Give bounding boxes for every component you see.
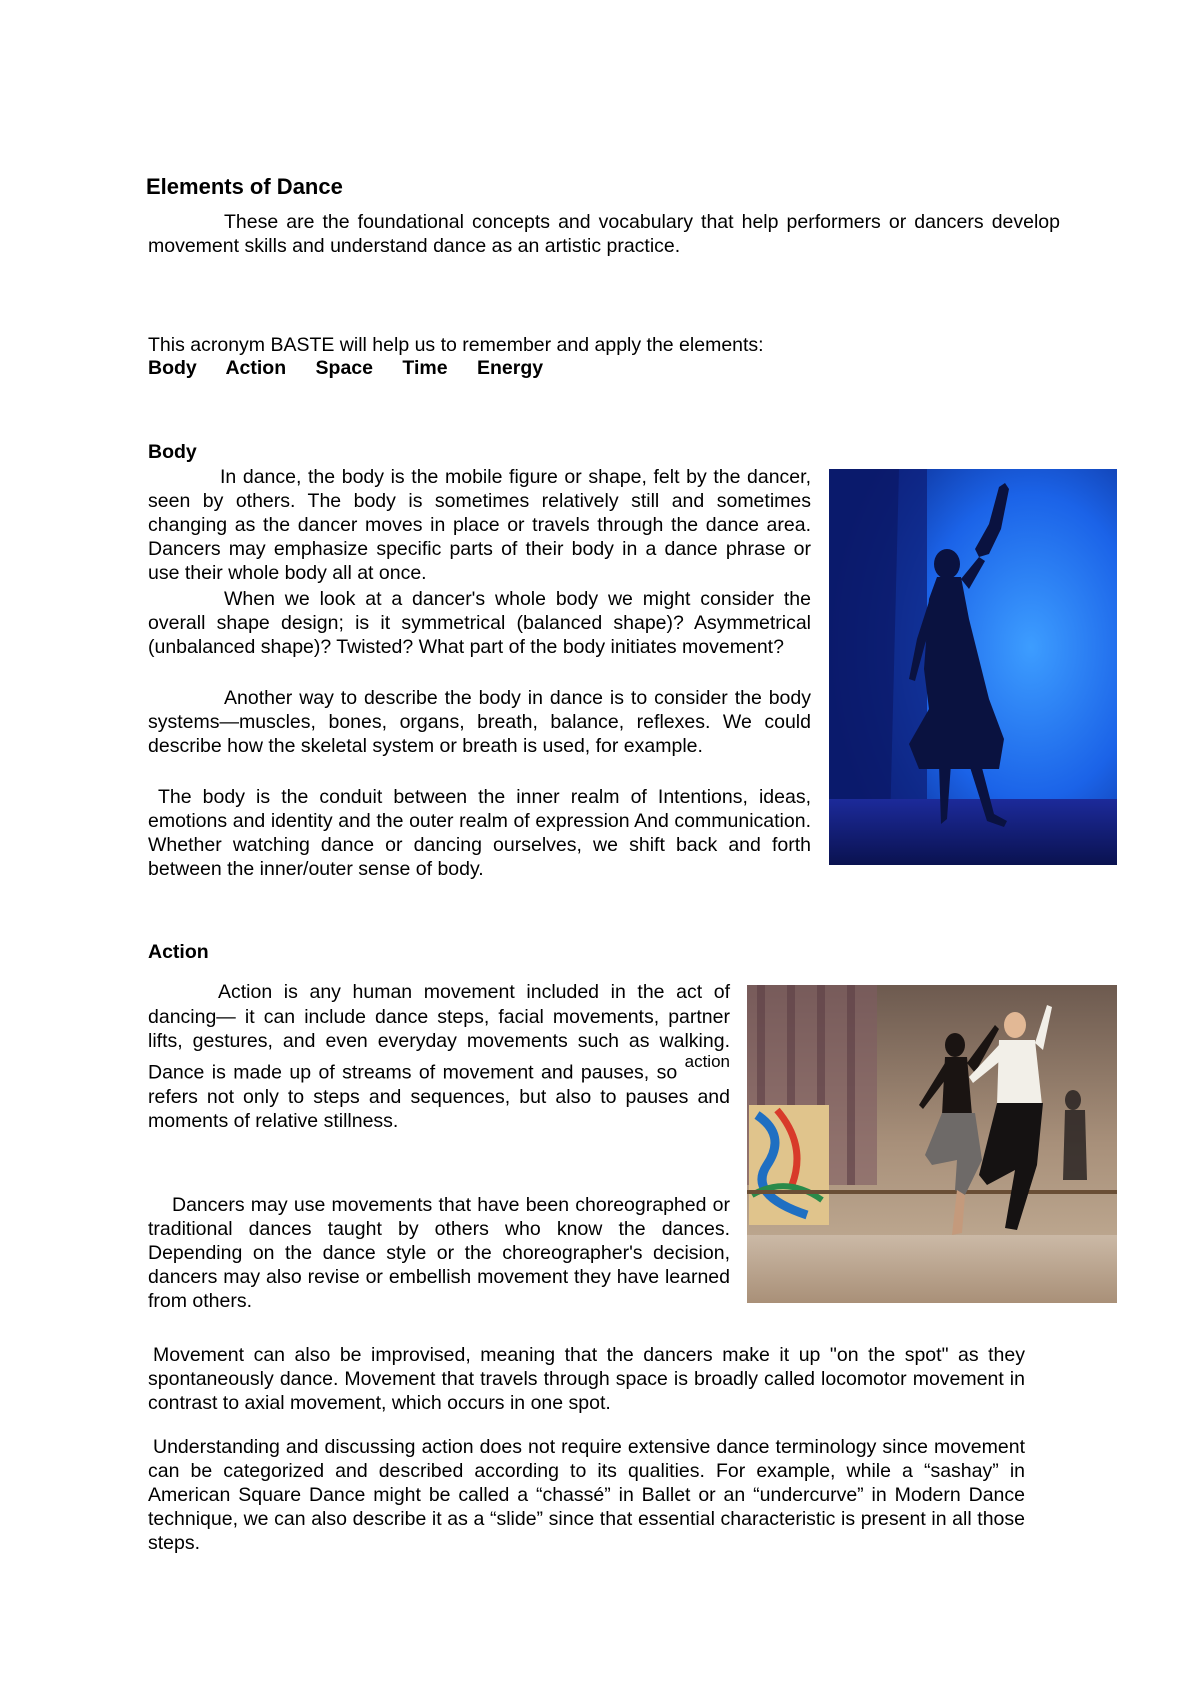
action-paragraph-1-tail: refers not only to steps and sequences, but also to pauses and moments of relative stillness.	[148, 1085, 730, 1132]
blue-stage-dancer-photo	[829, 469, 1117, 865]
acronym-words	[148, 357, 567, 380]
body-paragraph-2: When we look at a dancer's whole body we might consider the overall shape design; is it symmetrical (balanced shape)? Asymmetrical (unbalanced shape)? Twisted? What part of the body initiates movement?	[148, 588, 811, 658]
studio-leap-image	[747, 985, 1117, 1303]
studio-dancers-photo	[747, 985, 1117, 1303]
acronym-word-body: Body	[148, 357, 197, 379]
acronym-word-time: Time	[402, 357, 448, 379]
acronym-word-energy: Energy	[477, 357, 544, 379]
action-superscript: action	[684, 1051, 730, 1071]
body-paragraph-4: The body is the conduit between the inner realm of Intentions, ideas, emotions and identity and the outer realm of expression And communication. Whether watching dance or dancing ourselves, we shift back and forth between the inner/outer sense of body.	[148, 786, 811, 880]
acronym-line: This acronym BASTE will help us to remember and apply the elements:	[148, 334, 764, 356]
acronym-word-action: Action	[225, 357, 287, 379]
action-paragraph-2: Dancers may use movements that have been choreographed or traditional dances taught by others who know the dances. Depending on the dance style or the choreographer's decision, dancers may also revise or embellish movement they have learned from others.	[148, 1194, 730, 1312]
action-paragraph-1	[148, 980, 730, 1134]
acronym-word-space: Space	[315, 357, 373, 379]
dancer-silhouette-image	[829, 469, 1117, 865]
action-heading: Action	[148, 941, 209, 963]
intro-paragraph: These are the foundational concepts and vocabulary that help performers or dancers develop movement skills and understand dance as an artistic practice.	[148, 211, 1060, 257]
page-title: Elements of Dance	[146, 174, 343, 199]
body-paragraph-1: In dance, the body is the mobile figure or shape, felt by the dancer, seen by others. The body is sometimes relatively still and sometimes changing as the dancer moves in place or travels through the dance area. Dancers may emphasize specific parts of their body in a dance phrase or use their whole body all at once.	[148, 466, 811, 584]
body-paragraph-3: Another way to describe the body in dance is to consider the body systems—muscles, bones, organs, breath, balance, reflexes. We could describe how the skeletal system or breath is used, for example.	[148, 687, 811, 757]
action-paragraph-1-text: Action is any human movement included in the act of dancing— it can include dance steps, facial movements, partner lifts, gestures, and even everyday movements such as walking. Dance is made up of streams of movement and pauses, so	[148, 981, 730, 1083]
action-paragraph-4: Understanding and discussing action does not require extensive dance terminology since movement can be categorized and described according to its qualities. For example, while a “sashay” in American Square Dance might be called a “chassé” in Ballet or an “undercurve” in Modern Dance technique, we can also describe it as a “slide” since that essential characteristic is present in all those steps.	[148, 1436, 1025, 1554]
action-paragraph-3: Movement can also be improvised, meaning that the dancers make it up "on the spot" as they spontaneously dance. Movement that travels through space is broadly called locomotor movement in contrast to axial movement, which occurs in one spot.	[148, 1344, 1025, 1414]
body-heading: Body	[148, 441, 197, 463]
